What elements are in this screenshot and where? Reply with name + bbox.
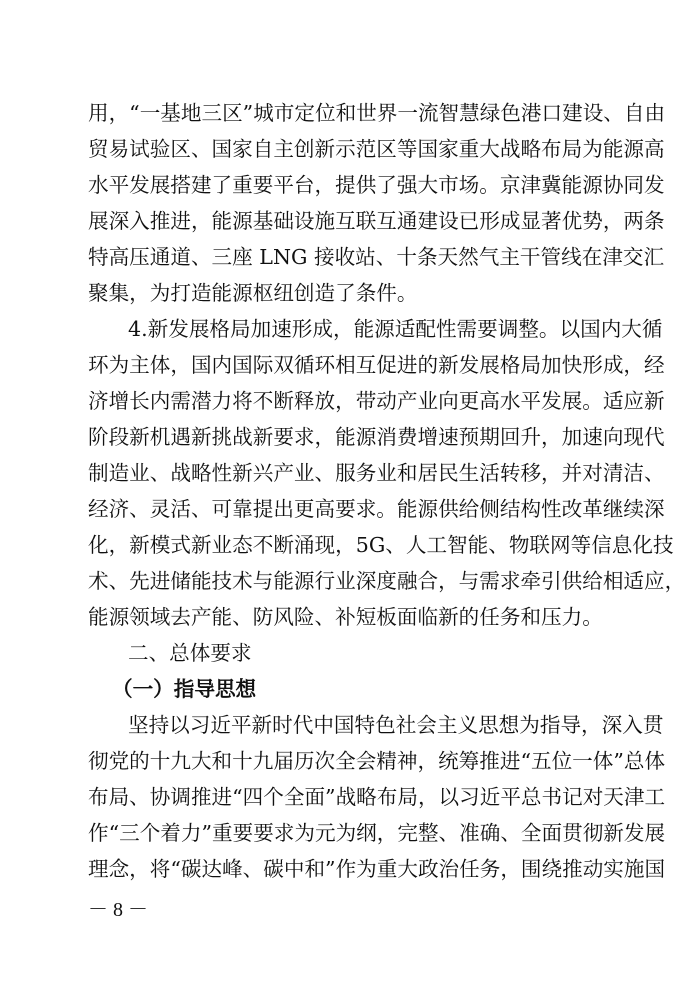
page-number: － 8 － [88, 899, 148, 921]
paragraph-2-line-4: 阶段新机遇新挑战新要求，能源消费增速预期回升，加速向现代 [88, 425, 665, 449]
paragraph-3-line-1: 坚持以习近平新时代中国特色社会主义思想为指导，深入贯 [128, 713, 664, 737]
paragraph-1-line-3: 水平发展搭建了重要平台，提供了强大市场。京津冀能源协同发 [88, 173, 665, 197]
paragraph-2-line-2: 环为主体，国内国际双循环相互促进的新发展格局加快形成，经 [88, 353, 665, 377]
paragraph-1-line-6: 聚集，为打造能源枢纽创造了条件。 [88, 281, 418, 305]
paragraph-3-line-5: 理念，将“碳达峰、碳中和”作为重大政治任务，围绕推动实施国 [88, 857, 666, 881]
paragraph-1-line-2: 贸易试验区、国家自主创新示范区等国家重大战略布局为能源高 [88, 137, 665, 161]
paragraph-1-line-5: 特高压通道、三座 LNG 接收站、十条天然气主干管线在津交汇 [88, 245, 665, 269]
paragraph-2-line-9: 能源领域去产能、防风险、补短板面临新的任务和压力。 [88, 605, 603, 629]
paragraph-2-line-5: 制造业、战略性新兴产业、服务业和居民生活转移，并对清洁、 [88, 461, 665, 485]
paragraph-3-line-3: 布局、协调推进“四个全面”战略布局，以习近平总书记对天津工 [88, 785, 666, 809]
subsection-heading: （一）指导思想 [112, 677, 257, 701]
paragraph-2-line-7: 化，新模式新业态不断涌现，5G、人工智能、物联网等信息化技 [88, 533, 674, 557]
paragraph-3-line-2: 彻党的十九大和十九届历次全会精神，统筹推进“五位一体”总体 [88, 749, 666, 773]
paragraph-2-line-6: 经济、灵活、可靠提出更高要求。能源供给侧结构性改革继续深 [88, 497, 665, 521]
paragraph-3-line-4: 作“三个着力”重要要求为元为纲，完整、准确、全面贯彻新发展 [88, 821, 666, 845]
paragraph-2-line-1: 4.新发展格局加速形成，能源适配性需要调整。以国内大循 [128, 317, 663, 341]
paragraph-1-line-4: 展深入推进，能源基础设施互联互通建设已形成显著优势，两条 [88, 209, 665, 233]
paragraph-2-line-3: 济增长内需潜力将不断释放，带动产业向更高水平发展。适应新 [88, 389, 665, 413]
paragraph-2-line-8: 术、先进储能技术与能源行业深度融合，与需求牵引供给相适应， [88, 569, 686, 593]
paragraph-1-line-1: 用，“一基地三区”城市定位和世界一流智慧绿色港口建设、自由 [88, 101, 666, 125]
section-heading: 二、总体要求 [128, 641, 252, 665]
